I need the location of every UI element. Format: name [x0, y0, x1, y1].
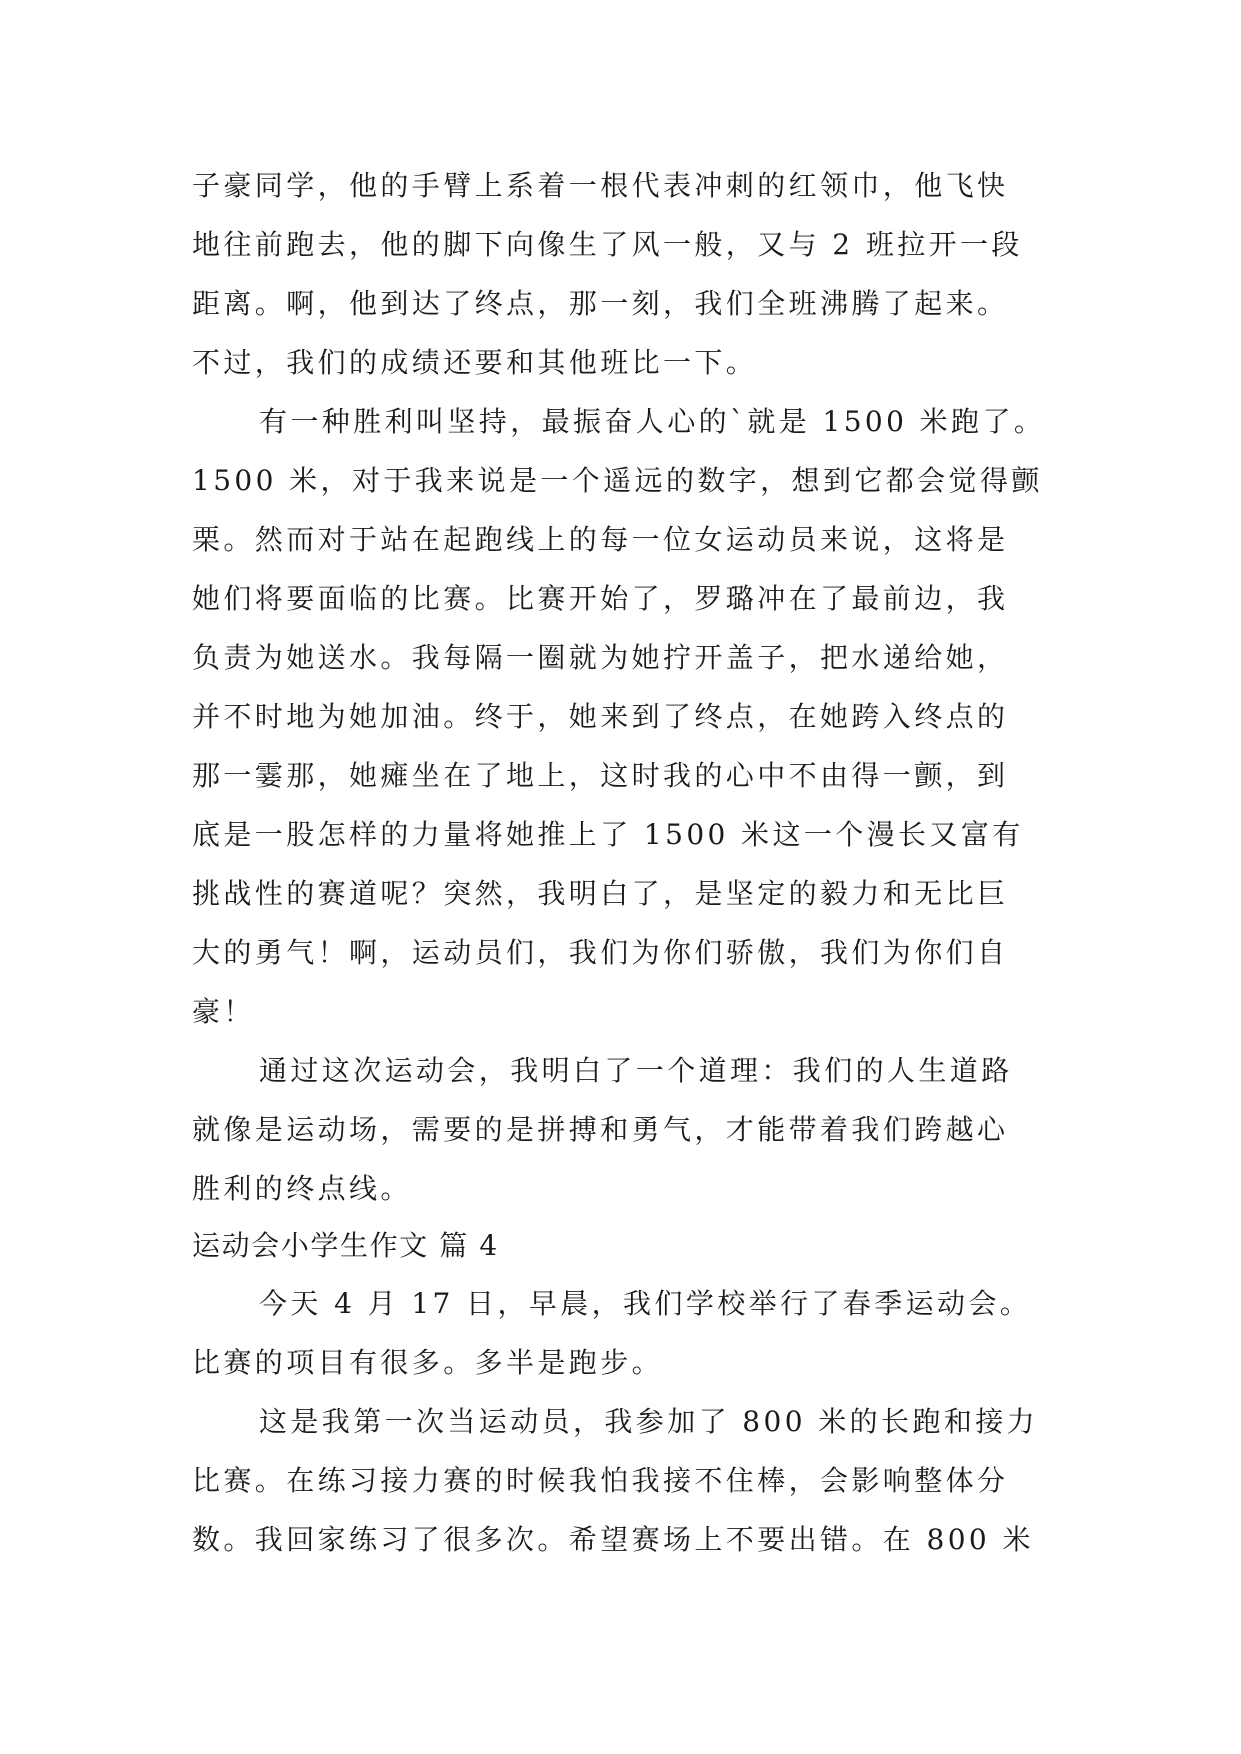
paragraph-line: 负责为她送水。我每隔一圈就为她拧开盖子，把水递给她， — [192, 641, 1009, 674]
paragraph-line: 这是我第一次当运动员，我参加了 800 米的长跑和接力 — [259, 1405, 1039, 1438]
paragraph-line: 栗。然而对于站在起跑线上的每一位女运动员来说，这将是 — [192, 523, 1009, 556]
paragraph-line: 底是一股怎样的力量将她推上了 1500 米这一个漫长又富有 — [192, 818, 1024, 851]
paragraph-line: 今天 4 月 17 日，早晨，我们学校举行了春季运动会。 — [259, 1287, 1032, 1320]
paragraph-line: 数。我回家练习了很多次。希望赛场上不要出错。在 800 米 — [192, 1523, 1034, 1556]
section-heading: 运动会小学生作文 篇 4 — [192, 1229, 499, 1262]
paragraph-line: 1500 米，对于我来说是一个遥远的数字，想到它都会觉得颤 — [192, 464, 1043, 497]
paragraph-line: 并不时地为她加油。终于，她来到了终点，在她跨入终点的 — [192, 700, 1009, 733]
paragraph-line: 豪！ — [192, 995, 255, 1028]
paragraph-line: 通过这次运动会，我明白了一个道理：我们的人生道路 — [259, 1054, 1013, 1087]
paragraph-line: 地往前跑去，他的脚下向像生了风一般，又与 2 班拉开一段 — [192, 228, 1023, 261]
paragraph-line: 胜利的终点线。 — [192, 1172, 412, 1205]
paragraph-line: 比赛的项目有很多。多半是跑步。 — [192, 1346, 664, 1379]
paragraph-line: 有一种胜利叫坚持，最振奋人心的`就是 1500 米跑了。 — [259, 405, 1046, 438]
paragraph-line: 距离。啊，他到达了终点，那一刻，我们全班沸腾了起来。 — [192, 287, 1009, 320]
paragraph-line: 挑战性的赛道呢？突然，我明白了，是坚定的毅力和无比巨 — [192, 877, 1009, 910]
paragraph-line: 不过，我们的成绩还要和其他班比一下。 — [192, 346, 758, 379]
paragraph-line: 那一霎那，她瘫坐在了地上，这时我的心中不由得一颤，到 — [192, 759, 1009, 792]
paragraph-line: 她们将要面临的比赛。比赛开始了，罗璐冲在了最前边，我 — [192, 582, 1009, 615]
paragraph-line: 子豪同学，他的手臂上系着一根代表冲刺的红领巾，他飞快 — [192, 169, 1009, 202]
paragraph-line: 比赛。在练习接力赛的时候我怕我接不住棒，会影响整体分 — [192, 1464, 1009, 1497]
paragraph-line: 就像是运动场，需要的是拼搏和勇气，才能带着我们跨越心 — [192, 1113, 1009, 1146]
paragraph-line: 大的勇气！啊，运动员们，我们为你们骄傲，我们为你们自 — [192, 936, 1009, 969]
